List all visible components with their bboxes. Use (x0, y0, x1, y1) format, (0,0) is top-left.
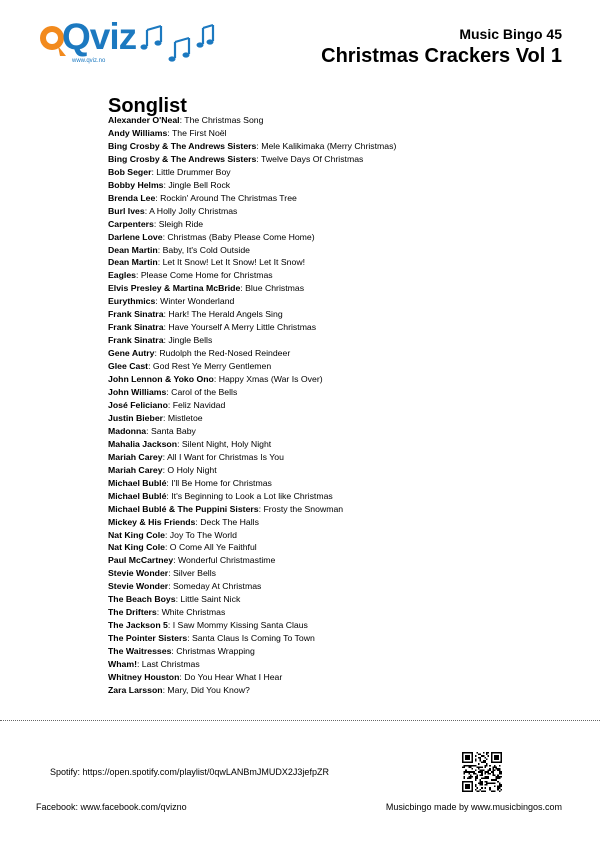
list-item (108, 244, 396, 257)
separator: : (187, 633, 193, 644)
logo-site: www.qviz.no (72, 58, 106, 64)
song-artist: The Drifters (108, 607, 157, 618)
separator: : (162, 684, 168, 695)
song-artist: The Beach Boys (108, 594, 176, 605)
song-artist: Justin Bieber (108, 412, 164, 423)
separator: : (179, 115, 185, 125)
song-artist: Mickey & His Friends (108, 516, 196, 527)
song-artist: Burl Ives (108, 205, 145, 216)
song-title: Wonderful Christmastime (178, 555, 276, 566)
separator: : (157, 257, 163, 268)
song-title: Rockin' Around The Christmas Tree (160, 192, 297, 203)
separator: : (163, 335, 169, 346)
separator: : (148, 361, 153, 372)
list-item (108, 256, 396, 269)
list-item (108, 490, 396, 503)
song-title: Silver Bells (173, 568, 216, 579)
list-item (108, 658, 396, 671)
separator: : (168, 581, 174, 592)
song-title: Silent Night, Holy Night (181, 438, 272, 449)
song-title: Hark! The Herald Angels Sing (168, 309, 283, 320)
song-artist: The Pointer Sisters (108, 633, 188, 644)
list-item (108, 295, 396, 308)
separator: : (173, 555, 179, 566)
separator: : (166, 387, 172, 398)
list-item (108, 477, 396, 490)
song-title: Mistletoe (167, 412, 203, 423)
song-title: Twelve Days Of Christmas (261, 153, 364, 164)
song-title: Blue Christmas (245, 283, 305, 294)
list-item (108, 321, 396, 334)
song-title: Jingle Bells (168, 335, 213, 346)
song-artist: Alexander O'Neal (108, 115, 180, 125)
list-item (108, 554, 396, 567)
qr-code-icon (462, 752, 502, 792)
separator: : (162, 451, 167, 462)
separator: : (156, 607, 162, 618)
list-item (108, 567, 396, 580)
song-title: Mary, Did You Know? (167, 684, 250, 695)
list-item (108, 153, 396, 166)
songlist-heading: Songlist (108, 95, 187, 117)
separator: : (162, 231, 168, 242)
song-artist: Michael Bublé (108, 490, 167, 501)
separator: : (166, 477, 172, 488)
song-title: Jingle Bell Rock (168, 179, 231, 190)
song-artist: Paul McCartney (108, 555, 174, 566)
list-item (108, 308, 396, 321)
song-title: I Saw Mommy Kissing Santa Claus (172, 620, 308, 631)
separator: : (163, 412, 168, 423)
song-title: I'll Be Home for Christmas (171, 477, 272, 488)
separator: : (154, 348, 160, 359)
song-title: Happy Xmas (War Is Over) (218, 374, 323, 385)
song-title: Rudolph the Red-Nosed Reindeer (159, 348, 291, 359)
list-item (108, 114, 396, 127)
separator: : (179, 671, 185, 682)
song-artist: The Waitresses (108, 646, 172, 657)
song-title: Mele Kalikimaka (Merry Christmas) (261, 140, 397, 151)
list-item (108, 282, 396, 295)
song-title: Santa Claus Is Coming To Town (192, 633, 315, 644)
page-subtitle: Music Bingo 45 (459, 26, 562, 42)
list-item (108, 593, 396, 606)
song-artist: Bob Seger (108, 166, 152, 177)
separator: : (167, 127, 172, 138)
song-title: O Come All Ye Faithful (169, 542, 257, 553)
list-item (108, 231, 396, 244)
list-item (108, 671, 396, 684)
song-title: Feliz Navidad (172, 399, 226, 410)
separator: : (164, 529, 170, 540)
song-title: Christmas (Baby Please Come Home) (167, 231, 315, 242)
song-artist: Darlene Love (108, 231, 163, 242)
logo-word: Qviz (62, 16, 137, 57)
song-title: Last Christmas (141, 659, 200, 670)
song-artist: Zara Larsson (108, 684, 163, 695)
song-title: O Holy Night (167, 464, 217, 475)
song-artist: Bing Crosby & The Andrews Sisters (108, 140, 257, 151)
song-artist: Frank Sinatra (108, 335, 164, 346)
separator: : (240, 283, 246, 294)
song-artist: Gene Autry (108, 348, 155, 359)
list-item (108, 425, 396, 438)
separator: : (136, 659, 142, 670)
separator: : (258, 503, 264, 514)
separator: : (153, 218, 159, 229)
list-item (108, 347, 396, 360)
list-item (108, 503, 396, 516)
song-title: It's Beginning to Look a Lot like Christmas (171, 490, 333, 501)
separator: : (175, 594, 181, 605)
song-title: The First Noël (171, 127, 227, 138)
separator: : (195, 516, 201, 527)
header-titles (321, 26, 562, 68)
list-item (108, 580, 396, 593)
separator: : (136, 270, 141, 281)
song-artist: Frank Sinatra (108, 322, 164, 333)
song-artist: Eurythmics (108, 296, 156, 307)
list-item (108, 516, 396, 529)
separator: : (163, 179, 169, 190)
list-item (108, 166, 396, 179)
separator: : (256, 153, 262, 164)
song-title: Have Yourself A Merry Little Christmas (168, 322, 317, 333)
song-artist: Frank Sinatra (108, 309, 164, 320)
list-item (108, 205, 396, 218)
list-item (108, 451, 396, 464)
list-item (108, 412, 396, 425)
separator: : (171, 646, 177, 657)
song-artist: Michael Bublé (108, 477, 167, 488)
song-artist: Nat King Cole (108, 542, 165, 553)
song-title: Little Drummer Boy (156, 166, 231, 177)
song-artist: José Feliciano (108, 399, 168, 410)
song-artist: Elvis Presley & Martina McBride (108, 283, 241, 294)
song-artist: Dean Martin (108, 257, 158, 268)
song-title: Baby, It's Cold Outside (162, 244, 251, 255)
separator: : (166, 490, 172, 501)
list-item (108, 179, 396, 192)
page-title: Christmas Crackers Vol 1 (321, 45, 562, 67)
list-item (108, 127, 396, 140)
song-artist: Bing Crosby & The Andrews Sisters (108, 153, 257, 164)
list-item (108, 645, 396, 658)
list-item (108, 218, 396, 231)
separator: : (168, 568, 174, 579)
list-item (108, 334, 396, 347)
song-artist: Wham! (108, 659, 137, 670)
song-title: Joy To The World (169, 529, 237, 540)
separator: : (157, 244, 163, 255)
song-artist: Mariah Carey (108, 451, 163, 462)
song-artist: Stevie Wonder (108, 581, 169, 592)
list-item (108, 140, 396, 153)
list-item (108, 529, 396, 542)
list-item (108, 373, 396, 386)
list-item (108, 619, 396, 632)
separator: : (167, 399, 173, 410)
song-title: Frosty the Snowman (263, 503, 344, 514)
song-artist: Andy Williams (108, 127, 168, 138)
song-title: Christmas Wrapping (176, 646, 255, 657)
song-title: Let It Snow! Let It Snow! Let It Snow! (162, 257, 306, 268)
cut-divider (0, 720, 600, 721)
list-item (108, 399, 396, 412)
songlist (108, 114, 396, 697)
song-title: Santa Baby (150, 425, 196, 436)
song-artist: Stevie Wonder (108, 568, 169, 579)
separator: : (256, 140, 262, 151)
song-artist: Glee Cast (108, 361, 149, 372)
song-artist: Eagles (108, 270, 137, 281)
song-artist: Michael Bublé & The Puppini Sisters (108, 503, 259, 514)
song-title: Carol of the Bells (171, 387, 238, 398)
separator: : (163, 322, 169, 333)
song-artist: The Jackson 5 (108, 620, 168, 631)
separator: : (163, 309, 169, 320)
song-artist: Carpenters (108, 218, 154, 229)
song-title: Do You Hear What I Hear (184, 671, 283, 682)
list-item (108, 269, 396, 282)
separator: : (213, 374, 219, 385)
song-artist: Mahalia Jackson (108, 438, 178, 449)
separator: : (144, 205, 150, 216)
spotify-link[interactable]: Spotify: https://open.spotify.com/playlist/0qwLANBmJMUDX2J3jefpZR (50, 767, 329, 777)
song-title: Someday At Christmas (173, 581, 262, 592)
list-item (108, 192, 396, 205)
list-item (108, 360, 396, 373)
song-title: White Christmas (161, 607, 226, 618)
separator: : (167, 620, 173, 631)
song-artist: Dean Martin (108, 244, 158, 255)
song-title: A Holly Jolly Christmas (149, 205, 238, 216)
song-artist: Mariah Carey (108, 464, 163, 475)
separator: : (146, 425, 151, 436)
list-item (108, 541, 396, 554)
list-item (108, 386, 396, 399)
music-notes-icon (136, 20, 226, 70)
list-item (108, 438, 396, 451)
song-artist: Madonna (108, 425, 147, 436)
list-item (108, 632, 396, 645)
song-title: Winter Wonderland (160, 296, 235, 307)
song-artist: Whitney Houston (108, 671, 180, 682)
facebook-link[interactable]: Facebook: www.facebook.com/qvizno (36, 802, 187, 812)
song-title: Deck The Halls (200, 516, 259, 527)
list-item (108, 606, 396, 619)
credit-link[interactable]: Musicbingo made by www.musicbingos.com (385, 802, 562, 812)
song-title: God Rest Ye Merry Gentlemen (152, 361, 272, 372)
song-title: All I Want for Christmas Is You (166, 451, 284, 462)
song-artist: Nat King Cole (108, 529, 165, 540)
song-artist: Brenda Lee (108, 192, 156, 203)
separator: : (164, 542, 170, 553)
song-artist: Bobby Helms (108, 179, 164, 190)
song-title: Little Saint Nick (180, 594, 241, 605)
separator: : (162, 464, 168, 475)
separator: : (155, 192, 161, 203)
song-title: The Christmas Song (184, 115, 264, 125)
song-artist: John Lennon & Yoko Ono (108, 374, 214, 385)
song-artist: John Williams (108, 387, 167, 398)
song-title: Sleigh Ride (158, 218, 204, 229)
song-title: Please Come Home for Christmas (140, 270, 273, 281)
list-item (108, 464, 396, 477)
list-item (108, 684, 396, 697)
separator: : (155, 296, 161, 307)
separator: : (177, 438, 182, 449)
separator: : (151, 166, 157, 177)
